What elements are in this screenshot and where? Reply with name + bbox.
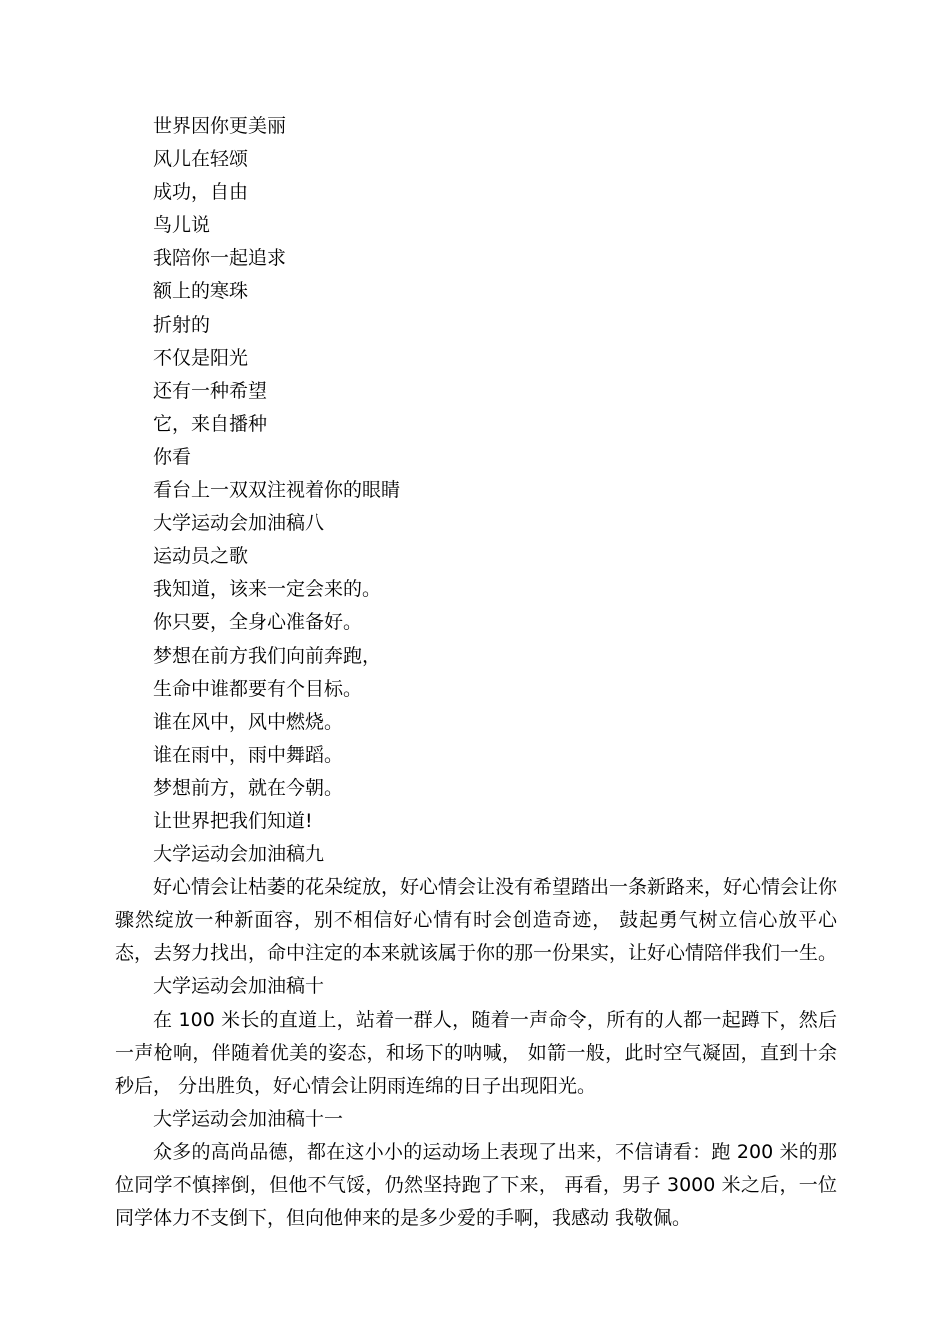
- poem-line: 梦想在前方我们向前奔跑，: [153, 644, 382, 667]
- section-heading-9: 大学运动会加油稿九: [153, 843, 325, 866]
- text-line: 折射的: [153, 313, 211, 336]
- poem-line: 你只要，全身心准备好。: [153, 611, 363, 634]
- text-line: 额上的寒珠: [153, 280, 249, 303]
- section-heading-10: 大学运动会加油稿十: [153, 975, 325, 998]
- poem-line: 梦想前方，就在今朝。: [153, 776, 344, 799]
- text-line: 还有一种希望: [153, 379, 268, 402]
- text-line: 不仅是阳光: [153, 346, 249, 369]
- poem-line: 生命中谁都要有个目标。: [153, 677, 363, 700]
- text-line: 成功，自由: [153, 181, 249, 204]
- text-line: 它，来自播种: [153, 412, 268, 435]
- text-line: 鸟儿说: [153, 214, 211, 237]
- section-heading-11: 大学运动会加油稿十一: [153, 1107, 344, 1130]
- text-line: 看台上一双双注视着你的眼睛: [153, 479, 401, 502]
- poem-line: 谁在雨中，雨中舞蹈。: [153, 743, 344, 766]
- text-line: 风儿在轻颂: [153, 148, 249, 171]
- poem-line: 我知道，该来一定会来的。: [153, 578, 382, 601]
- paragraph-9: 好心情会让枯萎的花朵绽放，好心情会让没有希望踏出一条新路来，好心情会让你骤然绽放一种新面容，别不相信好心情有时会创造奇迹， 鼓起勇气树立信心放平心态，去努力找出，命中注定的本来就该属于你的那一份果实，让好心情陪伴我们一生。: [115, 876, 838, 965]
- text-line: 我陪你一起追求: [153, 247, 287, 270]
- text-line: 世界因你更美丽: [153, 115, 287, 137]
- poem-title: 运动员之歌: [153, 545, 249, 568]
- section-heading-8: 大学运动会加油稿八: [153, 512, 325, 535]
- text-line: 你看: [153, 445, 192, 468]
- paragraph-11: 众多的高尚品德，都在这小小的运动场上表现了出来，不信请看：跑 200 米的那位同学不慎摔倒，但他不气馁，仍然坚持跑了下来， 再看，男子 3000 米之后，一位同学体力不支倒下，但向他伸来的是多少爱的手啊，我感动 我敬佩。: [115, 1140, 837, 1230]
- poem-line: 谁在风中，风中燃烧。: [153, 710, 344, 733]
- paragraph-10: 在 100 米长的直道上，站着一群人，随着一声命令，所有的人都一起蹲下，然后一声枪响，伴随着优美的姿态，和场下的呐喊， 如箭一般，此时空气凝固，直到十余秒后， 分出胜负，好心情会让阴雨连绵的日子出现阳光。: [115, 1008, 837, 1097]
- document-body: [115, 110, 837, 1235]
- poem-line: 让世界把我们知道!: [153, 809, 313, 832]
